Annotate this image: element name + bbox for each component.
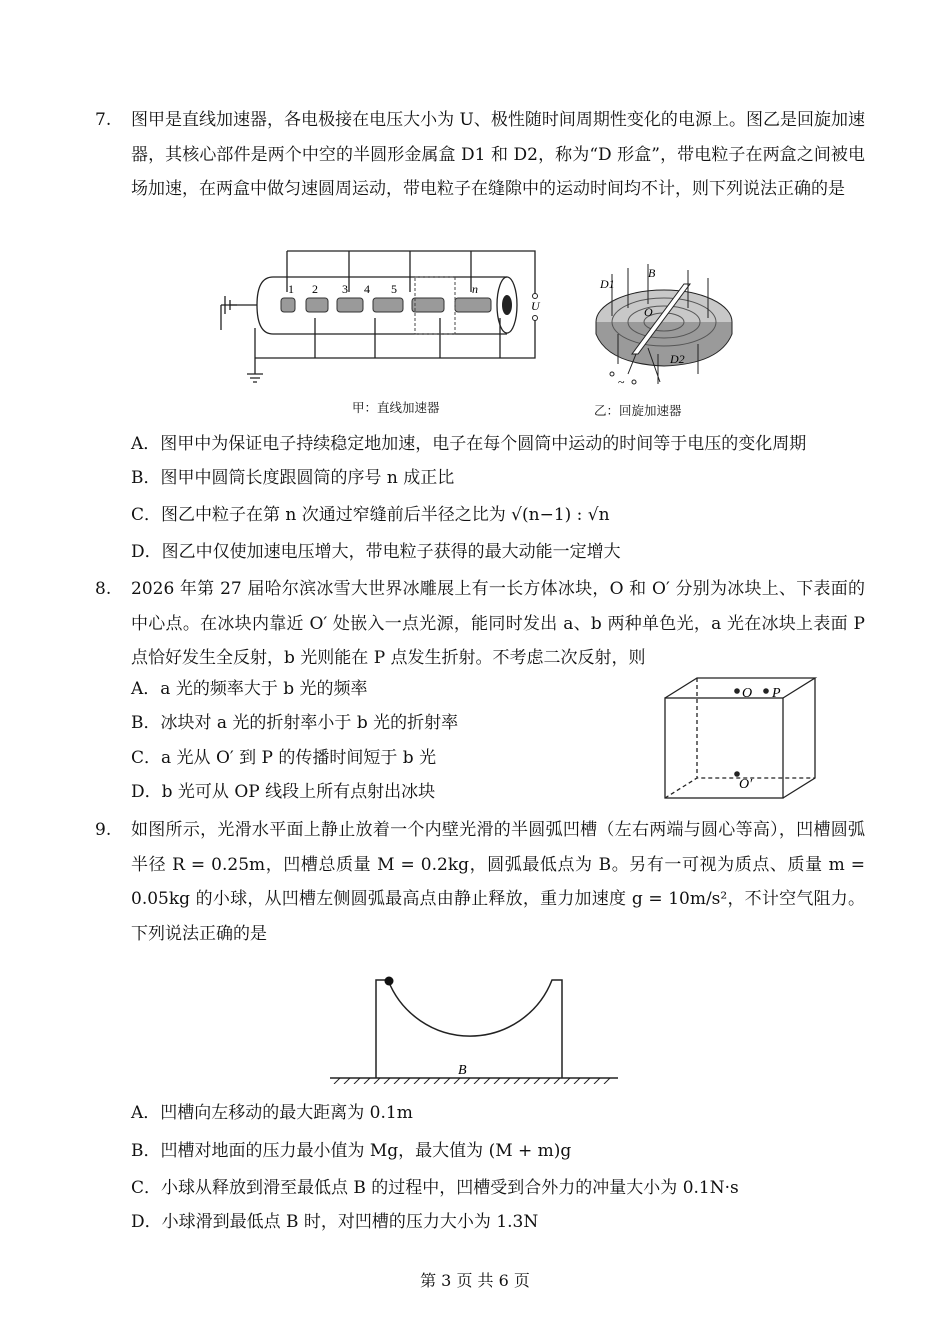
groove-figure — [330, 974, 620, 1084]
ac-source-label: ~ — [618, 375, 625, 389]
magnetic-field-label: B — [648, 266, 656, 280]
d1-label: D1 — [600, 277, 615, 291]
question-7 — [95, 103, 865, 207]
cylinder-label-2: 2 — [312, 282, 318, 296]
point-p-label: P — [772, 686, 781, 701]
figure-a-caption: 甲：直线加速器 — [352, 400, 440, 415]
q8-option-c: C．a 光从 O′ 到 P 的传播时间短于 b 光 — [131, 748, 437, 768]
question-stem: 图甲是直线加速器，各电极接在电压大小为 U、极性随时间周期性变化的电源上。图乙是回旋加速器，其核心部件是两个中空的半圆形金属盒 D1 和 D2，称为“D 形盒”，带电粒子在两盒之间被电场加速，在两盒中做匀速圆周运动，带电粒子在缝隙中的运动时间均不计，则下列说法正确的是 — [131, 110, 865, 199]
page-footer: 第 3 页 共 6 页 — [420, 1271, 530, 1290]
question-number: 8. — [95, 579, 112, 599]
cylinder-label-5: 5 — [391, 282, 397, 296]
q8-option-d: D．b 光可从 OP 线段上所有点射出冰块 — [131, 782, 436, 802]
q7-option-a: A．图甲中为保证电子持续稳定地加速，电子在每个圆筒中运动的时间等于电压的变化周期 — [131, 434, 807, 454]
figure-b-caption: 乙：回旋加速器 — [594, 403, 682, 418]
question-number: 7. — [95, 110, 112, 130]
point-b-label: B — [458, 1063, 467, 1078]
q7-option-b: B．图甲中圆筒长度跟圆筒的序号 n 成正比 — [131, 468, 455, 488]
d2-label: D2 — [670, 352, 685, 366]
ice-block-figure — [660, 674, 860, 804]
q7-option-d: D．图乙中仅使加速电压增大，带电粒子获得的最大动能一定增大 — [131, 542, 621, 562]
q9-option-b: B．凹槽对地面的压力最小值为 Mg，最大值为 (M + m)g — [131, 1141, 572, 1161]
q9-option-c: C．小球从释放到滑至最低点 B 的过程中，凹槽受到合外力的冲量大小为 0.1N·s — [131, 1178, 739, 1198]
cylinder-label-3: 3 — [342, 282, 348, 296]
cylinder-label-n: n — [472, 282, 478, 296]
question-stem: 如图所示，光滑水平面上静止放着一个内壁光滑的半圆弧凹槽（左右两端与圆心等高），凹槽圆弧半径 R = 0.25m，凹槽总质量 M = 0.2kg，圆弧最低点为 B。另有一可视为质点、质量 m = 0.05kg 的小球，从凹槽左侧圆弧最高点由静止释放，重力加速度 g = 10m/s²，不计空气阻力。下列说法正确的是 — [131, 820, 865, 944]
question-8 — [95, 572, 865, 676]
q9-option-d: D．小球滑到最低点 B 时，对凹槽的压力大小为 1.3N — [131, 1212, 539, 1232]
cylinder-label-4: 4 — [364, 282, 370, 296]
question-9 — [95, 813, 865, 951]
q8-option-b: B．冰块对 a 光的折射率小于 b 光的折射率 — [131, 713, 459, 733]
cylinder-label-1: 1 — [288, 282, 294, 296]
voltage-label: U — [531, 299, 540, 313]
q9-option-a: A．凹槽向左移动的最大距离为 0.1m — [131, 1103, 413, 1123]
q7-option-c: C．图乙中粒子在第 n 次通过窄缝前后半径之比为 √(n−1) : √n — [131, 505, 610, 525]
question-number: 9. — [95, 820, 112, 840]
point-o-label: O — [742, 686, 753, 701]
q8-option-a: A．a 光的频率大于 b 光的频率 — [131, 679, 368, 699]
cyclotron-figure — [588, 264, 748, 400]
center-label-o: O — [644, 305, 653, 319]
question-stem: 2026 年第 27 届哈尔滨冰雪大世界冰雕展上有一长方体冰块，O 和 O′ 分别为冰块上、下表面的中心点。在冰块内靠近 O′ 处嵌入一点光源，能同时发出 a、b 两种单色光，a 光在冰块上表面 P 点恰好发生全反射，b 光则能在 P 点发生折射。不考虑二次反射，则 — [131, 579, 865, 668]
point-o-prime-label: O′ — [739, 777, 753, 792]
linear-accelerator-figure — [215, 244, 555, 394]
